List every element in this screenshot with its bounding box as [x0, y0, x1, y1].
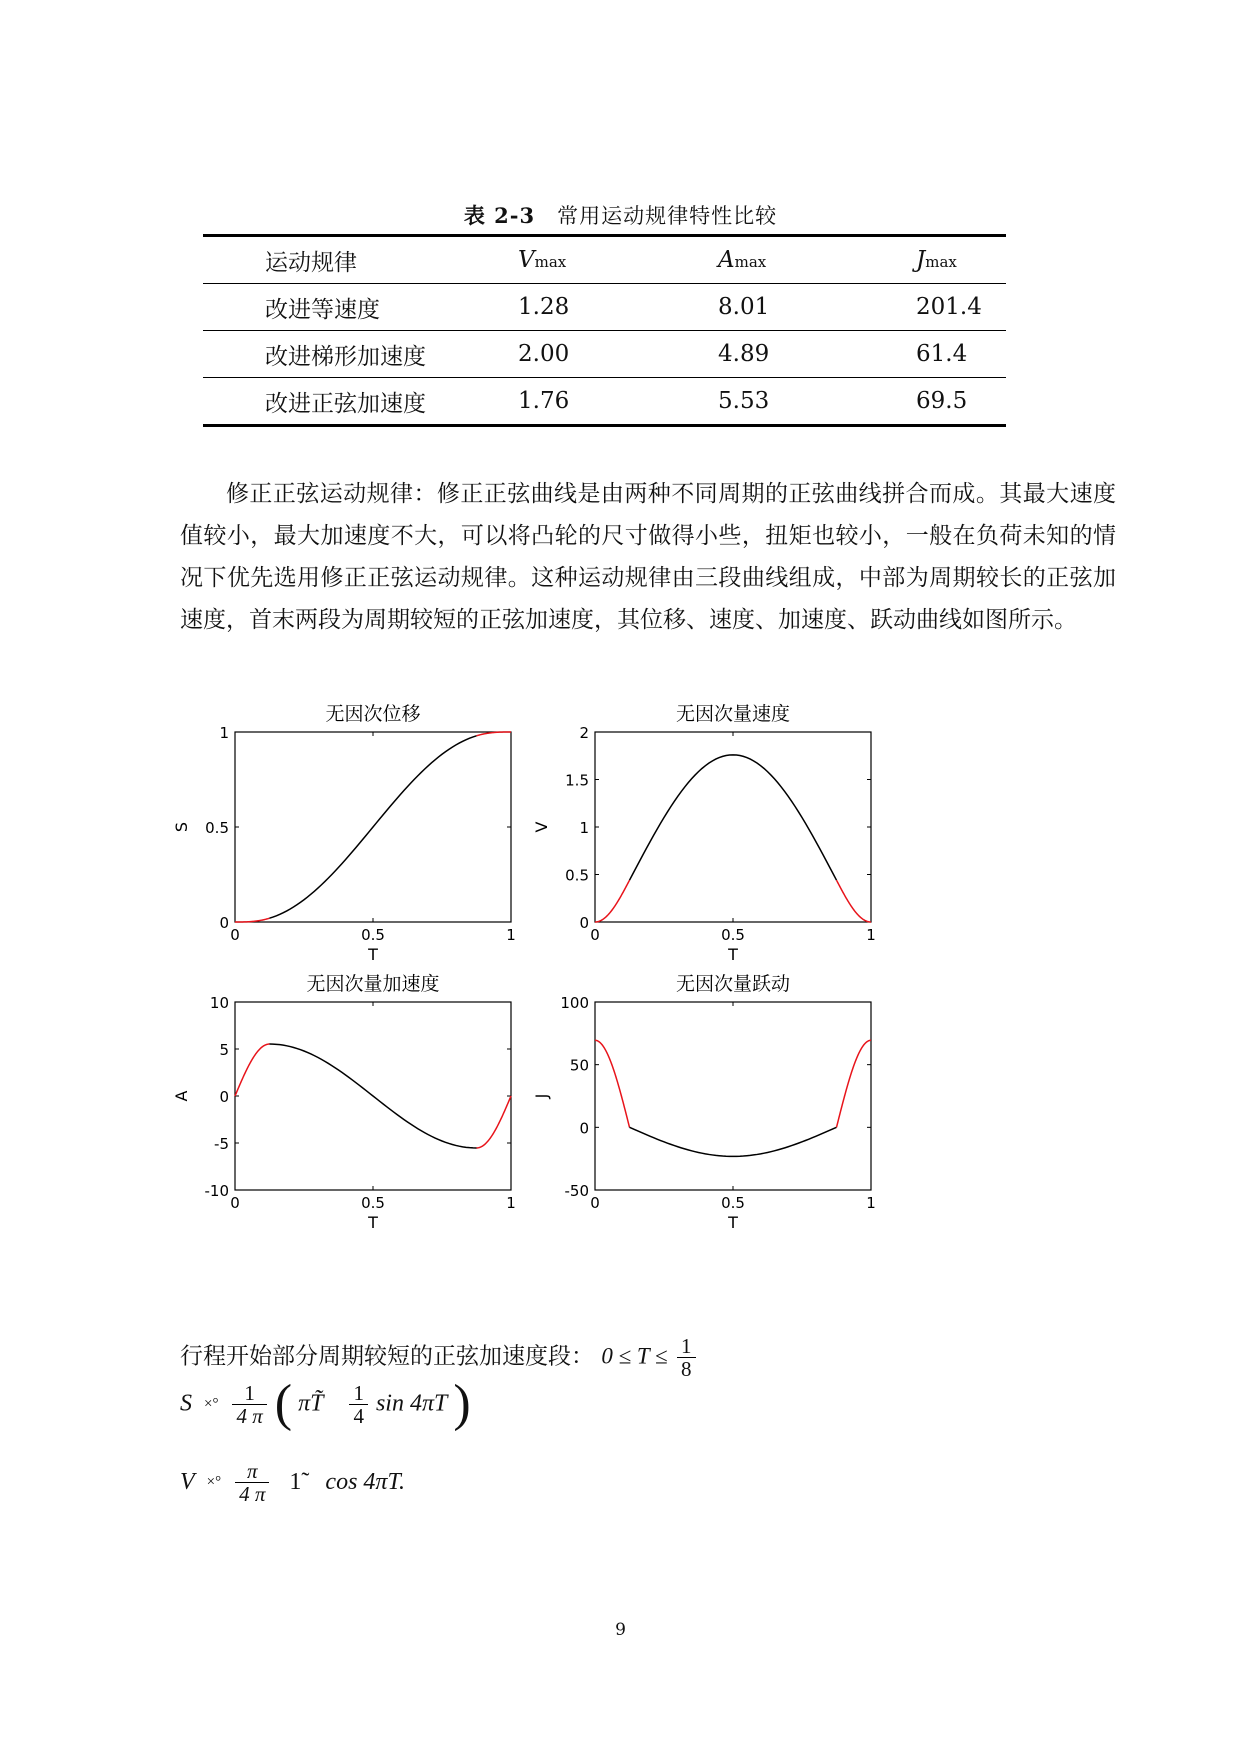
y-tick-label: 0 — [219, 1088, 229, 1106]
y-axis-label: J — [532, 1093, 551, 1099]
cell-jmax: 69.5 — [916, 388, 968, 414]
x-tick-label: 0.5 — [721, 926, 745, 944]
eq-v-lhs: V — [180, 1469, 195, 1495]
cell-amax: 5.53 — [718, 388, 770, 414]
y-tick-label: 1.5 — [565, 771, 589, 790]
formula-range-fraction: $\frac{1}{8}$ — [677, 1335, 696, 1380]
x-tick-label: 0 — [590, 926, 600, 944]
y-tick-label: -10 — [204, 1182, 229, 1200]
cell-name: 改进等速度 — [265, 296, 380, 323]
formula-intro-text: 行程开始部分周期较短的正弦加速度段： — [180, 1343, 594, 1370]
eq-s-term1: πT̃ — [298, 1390, 324, 1417]
x-axis-label: T — [368, 945, 378, 964]
header-motion-law: 运动规律 — [265, 249, 357, 276]
body-paragraph: 修正正弦运动规律：修正正弦曲线是由两种不同周期的正弦曲线拼合而成。其最大速度值较小，最大加速度不大，可以将凸轮的尺寸做得小些，扭矩也较小，一般在负荷未知的情况下优先选用修正正弦运动规律。这种运动规律由三段曲线组成，中部为周期较长的正弦加速度，首末两段为周期较短的正弦加速度，其位移、速度、加速度、跃动曲线如图所示。 — [180, 481, 1116, 633]
eq-v-symbol: ×° — [206, 1474, 222, 1490]
y-tick-label: 0 — [579, 1119, 589, 1138]
x-tick-label: 1 — [866, 926, 876, 944]
header-vmax: Vmax — [518, 247, 567, 273]
table-caption-number: 表 2-3 — [463, 203, 536, 228]
chart-panel — [172, 703, 516, 964]
y-tick-label: 0 — [579, 914, 589, 932]
cell-amax: 8.01 — [718, 294, 770, 320]
y-tick-label: 1 — [579, 819, 589, 837]
y-tick-label: -50 — [564, 1182, 589, 1200]
x-tick-label: 0 — [230, 1194, 240, 1212]
eq-s-fraction2: $\frac{1}{4}$ — [349, 1382, 368, 1427]
y-tick-label: 1 — [219, 724, 229, 742]
x-axis-label: T — [728, 945, 738, 964]
x-tick-label: 0.5 — [721, 1194, 745, 1212]
motion-curves-figure — [172, 690, 1000, 1310]
page-number: 9 — [615, 1620, 626, 1640]
cell-jmax: 61.4 — [916, 341, 968, 367]
y-tick-label: 2 — [579, 724, 589, 742]
y-axis-label: V — [532, 821, 551, 833]
y-tick-label: 10 — [209, 994, 229, 1012]
cell-name: 改进正弦加速度 — [265, 390, 426, 417]
plot-frame — [595, 1002, 871, 1190]
equation-velocity — [180, 1460, 405, 1505]
chart-title: 无因次量速度 — [675, 703, 791, 725]
table-row — [203, 378, 1006, 426]
cell-amax: 4.89 — [718, 341, 770, 367]
plot-frame — [595, 732, 871, 922]
header-jmax: Jmax — [916, 247, 957, 273]
table-row — [203, 284, 1006, 331]
eq-s-lhs: S — [180, 1390, 192, 1417]
header-amax: Amax — [718, 247, 767, 273]
equation-displacement: S ×° $\frac{1}{4 \pi}$ ( πT̃ $\frac{1}{4}$ sin 4πT ) — [180, 1375, 471, 1432]
x-tick-label: 0 — [590, 1194, 600, 1212]
eq-s-term2: sin 4πT — [375, 1390, 448, 1417]
x-tick-label: 1 — [866, 1194, 876, 1212]
chart-panel — [532, 703, 876, 964]
y-tick-label: 0 — [219, 914, 229, 932]
y-tick-label: 50 — [569, 1056, 589, 1075]
chart-panel — [532, 973, 876, 1232]
cell-vmax: 1.76 — [518, 388, 570, 414]
cell-jmax: 201.4 — [916, 294, 982, 320]
x-tick-label: 1 — [506, 1194, 516, 1212]
formula-range: 0 ≤ T ≤ — [601, 1343, 668, 1369]
motion-law-comparison-table — [203, 234, 1006, 427]
eq-s-symbol: ×° — [204, 1395, 219, 1412]
chart-title: 无因次量加速度 — [306, 973, 440, 995]
eq-v-term1: 1̃ — [289, 1469, 302, 1495]
table-header-row — [203, 236, 1006, 284]
y-tick-label: 0.5 — [205, 819, 229, 837]
y-tick-label: 5 — [219, 1041, 229, 1059]
x-tick-label: 0.5 — [361, 1194, 385, 1212]
x-tick-label: 0 — [230, 926, 240, 944]
cell-vmax: 2.00 — [518, 341, 570, 367]
x-axis-label: T — [368, 1213, 378, 1232]
y-tick-label: 100 — [560, 994, 589, 1012]
x-axis-label: T — [728, 1213, 738, 1232]
y-axis-label: A — [172, 1090, 191, 1102]
chart-panel — [172, 973, 516, 1232]
y-tick-label: 0.5 — [565, 866, 589, 885]
table-caption — [0, 200, 1241, 230]
formula-intro-line — [180, 1335, 698, 1380]
x-tick-label: 0.5 — [361, 926, 385, 944]
eq-v-fraction: $\frac{\pi}{4 \pi}$ — [235, 1460, 269, 1505]
cell-name: 改进梯形加速度 — [265, 343, 426, 370]
eq-s-fraction: $\frac{1}{4 \pi}$ — [232, 1382, 266, 1427]
x-tick-label: 1 — [506, 926, 516, 944]
y-tick-label: -5 — [214, 1135, 229, 1153]
eq-v-term2: cos 4πT. — [325, 1469, 406, 1495]
y-axis-label: S — [172, 821, 191, 833]
cell-vmax: 1.28 — [518, 294, 570, 320]
table-caption-text: 常用运动规律特性比较 — [557, 204, 778, 228]
chart-title: 无因次位移 — [325, 703, 421, 725]
table-row — [203, 331, 1006, 378]
chart-title: 无因次量跃动 — [675, 973, 791, 995]
